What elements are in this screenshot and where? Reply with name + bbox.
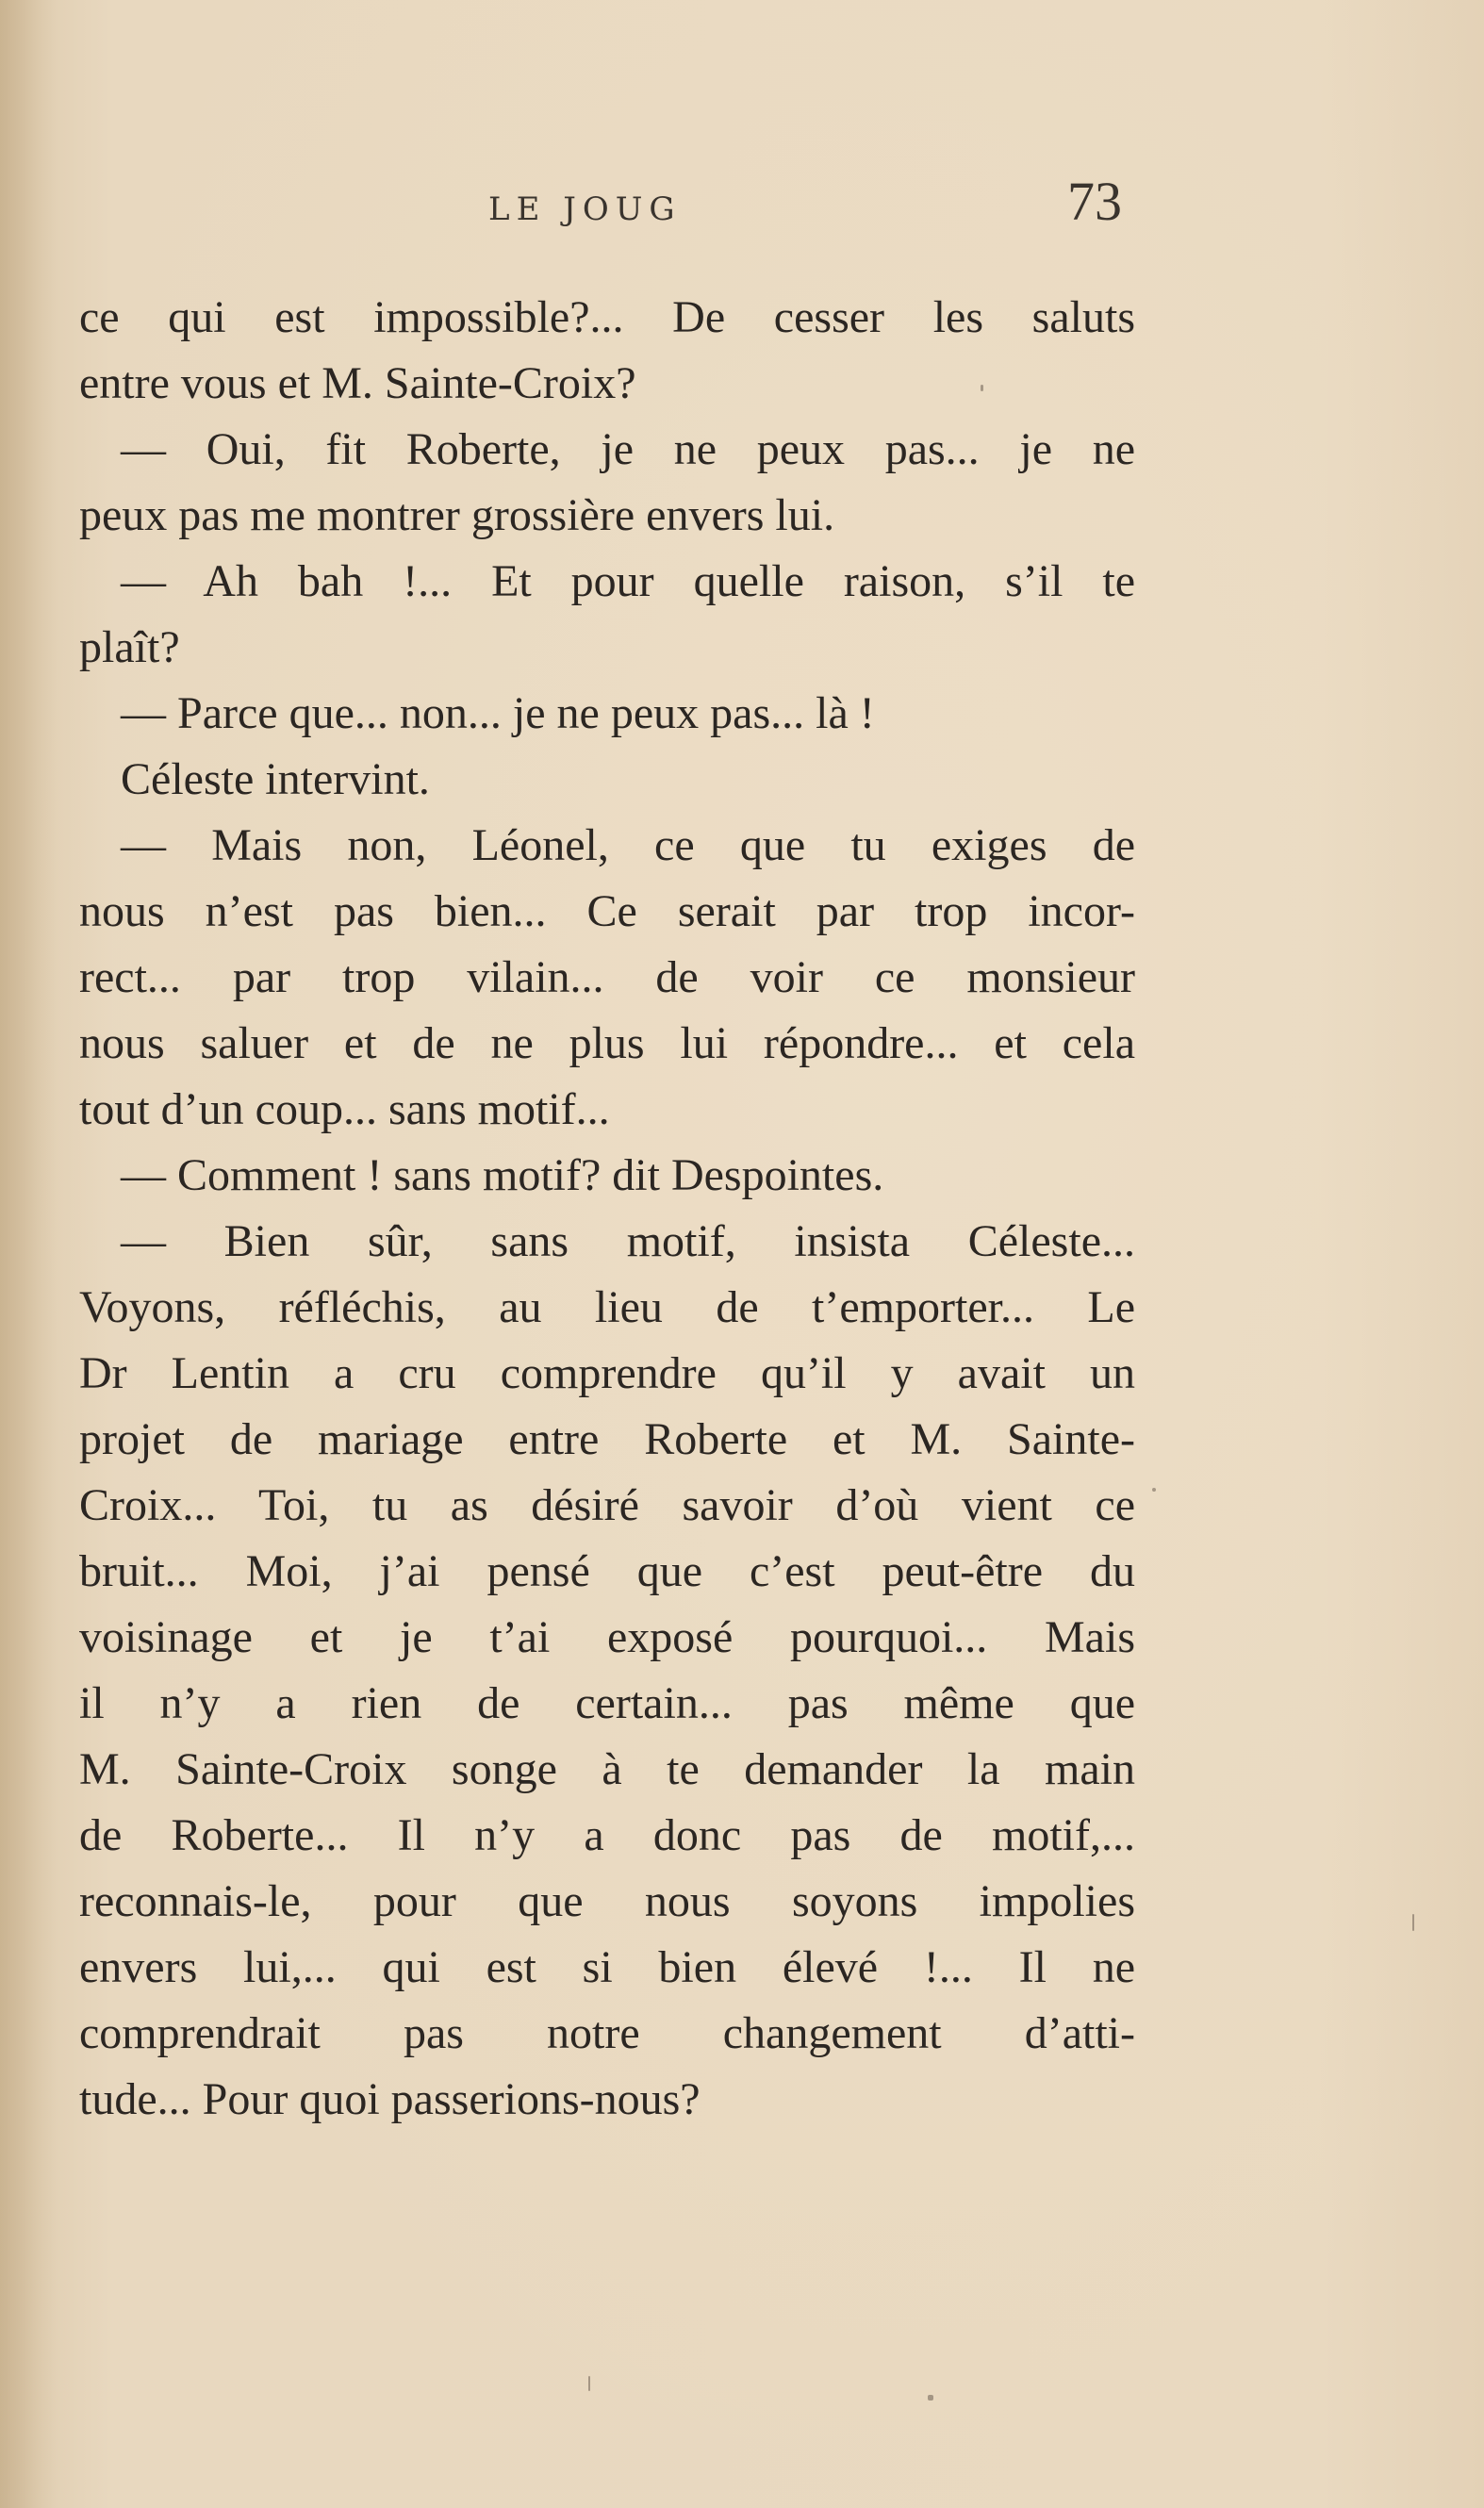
text-line: il n’y a rien de certain... pas même que	[79, 1678, 1135, 1728]
text-line: bruit... Moi, j’ai pensé que c’est peut-être du	[79, 1546, 1135, 1596]
text-line: nous n’est pas bien... Ce serait par trop incor-	[79, 886, 1135, 936]
text-line: Céleste intervint.	[121, 754, 430, 804]
text-line: voisinage et je t’ai exposé pourquoi... Mais	[79, 1612, 1135, 1662]
body-text	[79, 285, 1135, 2133]
text-line: nous saluer et de ne plus lui répondre... et cela	[79, 1018, 1135, 1068]
text-line: ce qui est impossible?... De cesser les saluts	[79, 292, 1135, 342]
text-line: — Bien sûr, sans motif, insista Céleste...	[121, 1216, 1135, 1266]
text-line: comprendrait pas notre changement d’atti-	[79, 2008, 1135, 2058]
text-line: tude... Pour quoi passerions-nous?	[79, 2074, 701, 2124]
paper-speck	[981, 385, 983, 391]
text-line: — Oui, fit Roberte, je ne peux pas... je ne	[121, 424, 1135, 474]
page-number: 73	[1067, 171, 1122, 232]
text-line: envers lui,... qui est si bien élevé !... Il ne	[79, 1942, 1135, 1992]
text-line: projet de mariage entre Roberte et M. Sainte-	[79, 1414, 1135, 1464]
paper-speck	[1412, 1914, 1414, 1931]
text-line: tout d’un coup... sans motif...	[79, 1084, 610, 1134]
text-line: Voyons, réfléchis, au lieu de t’emporter... Le	[79, 1282, 1135, 1332]
running-title: LE JOUG	[488, 190, 682, 228]
text-line: — Ah bah !... Et pour quelle raison, s’il te	[121, 556, 1135, 606]
text-line: — Mais non, Léonel, ce que tu exiges de	[121, 820, 1135, 870]
text-line: Dr Lentin a cru comprendre qu’il y avait un	[79, 1348, 1135, 1398]
text-line: peux pas me montrer grossière envers lui.	[79, 490, 835, 540]
text-line: de Roberte... Il n’y a donc pas de motif,...	[79, 1810, 1135, 1860]
text-line: reconnais-le, pour que nous soyons impolies	[79, 1876, 1135, 1926]
text-line: M. Sainte-Croix songe à te demander la main	[79, 1744, 1135, 1794]
text-line: plaît?	[79, 622, 180, 672]
paper-speck	[1152, 1488, 1156, 1492]
text-line: — Comment ! sans motif? dit Despointes.	[121, 1150, 884, 1200]
text-line: rect... par trop vilain... de voir ce monsieur	[79, 952, 1135, 1002]
text-line: Croix... Toi, tu as désiré savoir d’où vient ce	[79, 1480, 1135, 1530]
paper-speck	[588, 2376, 590, 2391]
text-line: — Parce que... non... je ne peux pas... là !	[121, 688, 875, 738]
text-line: entre vous et M. Sainte-Croix?	[79, 358, 636, 408]
paper-speck	[928, 2395, 933, 2401]
running-head	[0, 170, 1484, 236]
